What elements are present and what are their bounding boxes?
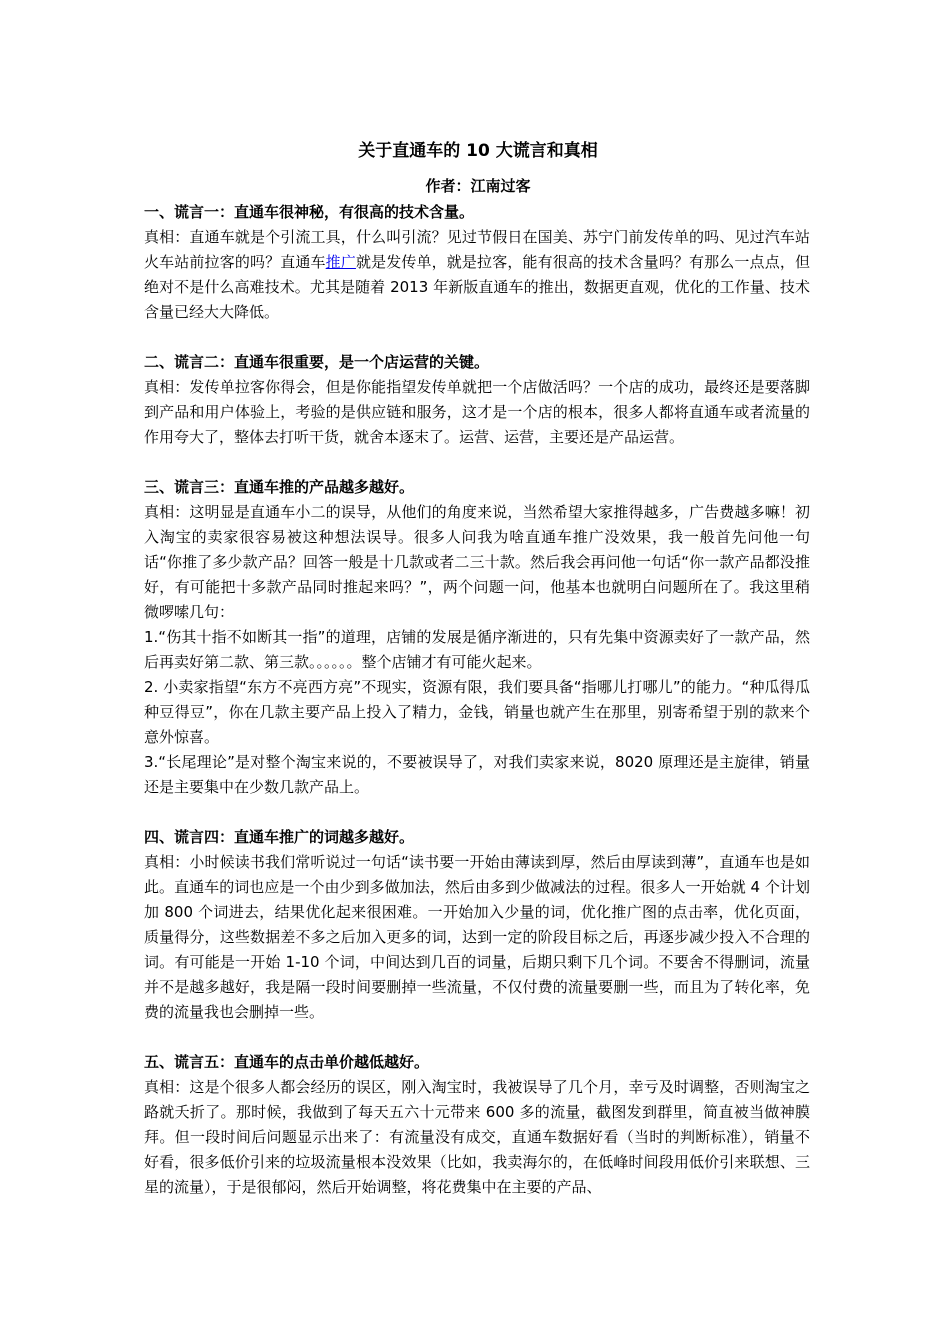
section-paragraph: 真相：发传单拉客你得会，但是你能指望发传单就把一个店做活吗？一个店的成功，最终还是要落脚到产品和用户体验上，考验的是供应链和服务，这才是一个店的根本，很多人都将直通车或者流量的作用夸大了，整体去打听干货，就舍本逐末了。运营、运营，主要还是产品运营。: [144, 378, 810, 446]
list-item: 3.“长尾理论”是对整个淘宝来说的，不要被误导了，对我们卖家来说，8020 原理还是主旋律，销量还是主要集中在少数几款产品上。: [144, 753, 810, 796]
section-lie-2: [144, 350, 810, 450]
section-lie-1: [144, 200, 810, 325]
list-item: 2. 小卖家指望“东方不亮西方亮”不现实，资源有限，我们要具备“指哪儿打哪儿”的能力。“种瓜得瓜 种豆得豆”，你在几款主要产品上投入了精力，金钱，销量也就产生在那里，别寄希望于别的款来个意外惊喜。: [144, 678, 810, 746]
list-item: 1.“伤其十指不如断其一指”的道理，店铺的发展是循序渐进的，只有先集中资源卖好了一款产品，然后再卖好第二款、第三款。。。。。。整个店铺才有可能火起来。: [144, 628, 810, 671]
section-heading: 三、谎言三：直通车推的产品越多越好。: [144, 478, 415, 496]
paragraph-text: 真相：直通车就是个引流工具，什么叫引流？见过节假日在国美、苏宁门前发传单的吗、见过汽车站火车站前拉客的吗？直通车: [144, 228, 810, 271]
section-heading: 二、谎言二：直通车很重要，是一个店运营的关键。: [144, 353, 490, 371]
section-lie-5: [144, 1050, 810, 1200]
document-body: [144, 136, 810, 1200]
section-lie-3: [144, 475, 810, 800]
section-heading: 五、谎言五：直通车的点击单价越低越好。: [144, 1053, 430, 1071]
promotion-link[interactable]: 推广: [325, 253, 356, 271]
paragraph-text: 就是发传单，就是拉客，能有很高的技术含量吗？有那么一点点，但绝对不是什么高难技术。尤其是随着 2013 年新版直通车的推出，数据更直观，优化的工作量、技术含量已经大大降低。: [144, 253, 810, 321]
section-heading: 四、谎言四：直通车推广的词越多越好。: [144, 828, 415, 846]
document-author: 作者：江南过客: [425, 177, 531, 195]
paragraph-spacer: [144, 800, 810, 825]
paragraph-spacer: [144, 1025, 810, 1050]
section-heading: 一、谎言一：直通车很神秘，有很高的技术含量。: [144, 203, 475, 221]
document-title: 关于直通车的 10 大谎言和真相: [358, 141, 598, 161]
paragraph-spacer: [144, 325, 810, 350]
section-paragraph: 真相：这是个很多人都会经历的误区，刚入淘宝时，我被误导了几个月，幸亏及时调整，否则淘宝之路就夭折了。那时候，我做到了每天五六十元带来 600 多的流量，截图发到群里，简直被当做神膜拜。但一段时间后问题显示出来了：有流量没有成交，直通车数据好看（当时的判断标准），销量不好看，很多低价引来的垃圾流量根本没效果（比如，我卖海尔的，在低峰时间段用低价引来联想、三星的流量），于是很郁闷，然后开始调整，将花费集中在主要的产品、: [144, 1078, 810, 1196]
paragraph-spacer: [144, 450, 810, 475]
section-paragraph: 真相：小时候读书我们常听说过一句话“读书要一开始由薄读到厚，然后由厚读到薄”，直通车也是如此。直通车的词也应是一个由少到多做加法，然后由多到少做减法的过程。很多人一开始就 4 个计划加 800 个词进去，结果优化起来很困难。一开始加入少量的词，优化推广图的点击率，优化页面，质量得分，这些数据差不多之后加入更多的词，达到一定的阶段目标之后，再逐步减少投入不合理的词。有可能是一开始 1-10 个词，中间达到几百的词量，后期只剩下几个词。不要舍不得删词，流量并不是越多越好，我是隔一段时间要删掉一些流量，不仅付费的流量要删一些，而且为了转化率，免费的流量我也会删掉一些。: [144, 853, 810, 1021]
section-paragraph: 真相：这明显是直通车小二的误导，从他们的角度来说，当然希望大家推得越多，广告费越多嘛！初入淘宝的卖家很容易被这种想法误导。很多人问我为啥直通车推广没效果，我一般首先问他一句话“你推了多少款产品？回答一般是十几款或者二三十款。然后我会再问他一句话“你一款产品都没推好，有可能把十多款产品同时推起来吗？”，两个问题一问，他基本也就明白问题所在了。我这里稍微啰嗦几句：: [144, 503, 810, 621]
section-paragraph: [144, 225, 810, 325]
section-lie-4: [144, 825, 810, 1025]
